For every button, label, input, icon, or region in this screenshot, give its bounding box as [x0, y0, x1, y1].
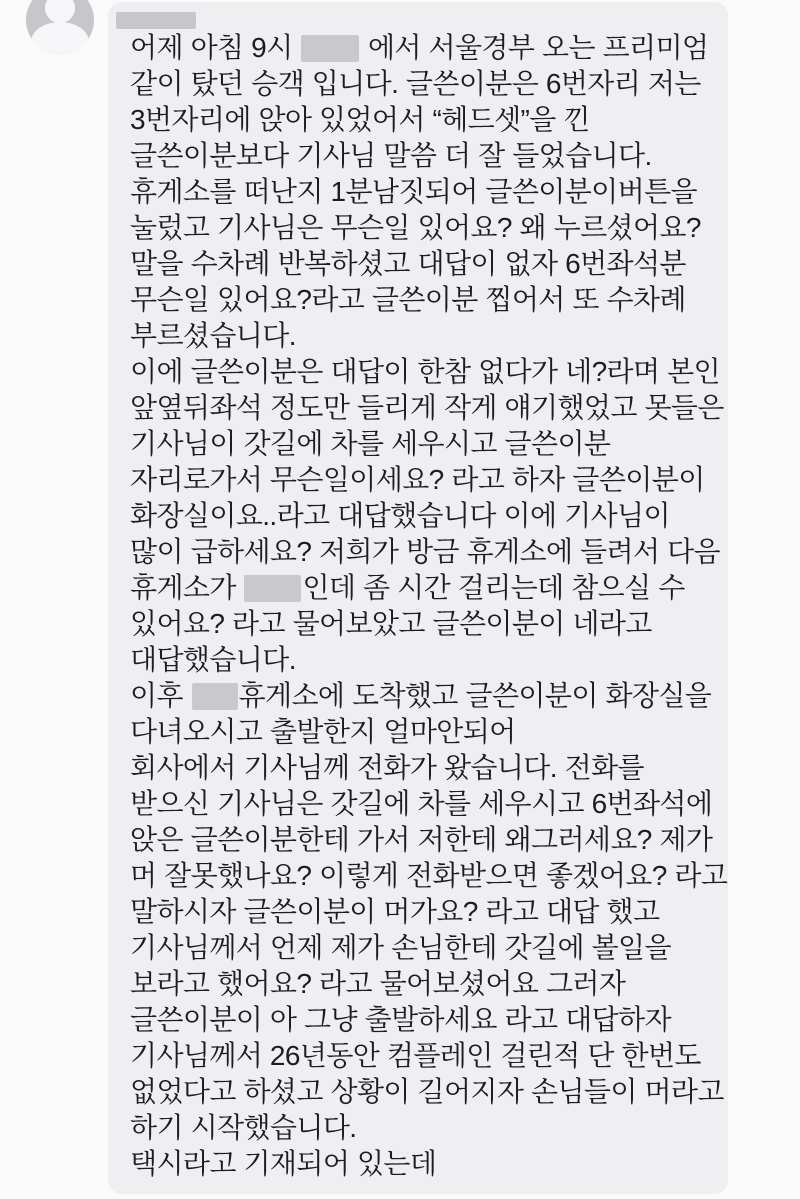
comment-text-line: 기사님께서 26년동안 컴플레인 걸린적 단 한번도: [130, 1040, 701, 1071]
comment-text-line: 머 잘못했나요? 이렇게 전화받으면 좋겠어요? 라고: [130, 860, 728, 891]
comment-text-line: 택시라고 기재되어 있는데: [130, 1148, 437, 1179]
comment-text-line: 앞옆뒤좌석 정도만 들리게 작게 얘기했었고 못들은: [130, 392, 724, 423]
comment-text-line: 휴게소를 떠난지 1분남짓되어 글쓴이분이버튼을: [130, 176, 697, 207]
comment-text-line: 휴게소가 인데 좀 시간 걸리는데 참으실 수: [130, 572, 685, 603]
comment-text-line: 무슨일 있어요?라고 글쓴이분 찝어서 또 수차례: [130, 284, 686, 315]
comment-text-line: 화장실이요..라고 대답했습니다 이에 기사님이: [130, 500, 670, 531]
comment-text-line: 많이 급하세요? 저희가 방금 휴게소에 들려서 다음: [130, 536, 721, 567]
comment-text-line: 하기 시작했습니다.: [130, 1112, 357, 1143]
comment-text-line: 눌렀고 기사님은 무슨일 있어요? 왜 누르셨어요?: [130, 212, 701, 243]
comment-text-line: 기사님이 갓길에 차를 세우시고 글쓴이분: [130, 428, 611, 459]
comment-text-line: 회사에서 기사님께 전화가 왔습니다. 전화를: [130, 752, 644, 783]
avatar-person-icon: [45, 0, 75, 23]
comment-text-line: 부르셨습니다.: [130, 320, 296, 351]
comment-text-line: 글쓴이분이 아 그냥 출발하세요 라고 대답하자: [130, 1004, 671, 1035]
comment-text-line: 앉은 글쓴이분한테 가서 저한테 왜그러세요? 제가: [130, 824, 713, 855]
comment-text-line: 기사님께서 언제 제가 손님한테 갓길에 볼일을: [130, 932, 671, 963]
comment-text-line: 대답했습니다.: [130, 644, 296, 675]
comment-text-line: 글쓴이분보다 기사님 말씀 더 잘 들었습니다.: [130, 140, 652, 171]
username-redaction: [116, 12, 196, 29]
comment-text-line: 자리로가서 무슨일이세요? 라고 하자 글쓴이분이: [130, 464, 705, 495]
redacted-text: [192, 683, 238, 710]
comment-text-line: 있어요? 라고 물어보았고 글쓴이분이 네라고: [130, 608, 652, 639]
user-avatar[interactable]: [26, 0, 94, 54]
redacted-text: [244, 575, 301, 602]
redacted-text: [301, 35, 359, 62]
comment-text-line: 말을 수차례 반복하셨고 대답이 없자 6번좌석분: [130, 248, 686, 279]
comment-text-line: 다녀오시고 출발한지 얼마안되어: [130, 716, 516, 747]
comment-text-line: 3번자리에 앉아 있었어서 “헤드셋”을 낀: [130, 104, 590, 135]
comment-text: [130, 30, 730, 1182]
comment-text-line: 없었다고 하셨고 상황이 길어지자 손님들이 머라고: [130, 1076, 724, 1107]
comment-text-line: 받으신 기사님은 갓길에 차를 세우시고 6번좌석에: [130, 788, 713, 819]
comment-text-line: 보라고 했어요? 라고 물어보셨어요 그러자: [130, 968, 626, 999]
comment-text-line: 말하시자 글쓴이분이 머가요? 라고 대답 했고: [130, 896, 660, 927]
avatar-person-icon: [31, 22, 89, 54]
comment-text-line: 이에 글쓴이분은 대답이 한참 없다가 네?라며 본인: [130, 356, 721, 387]
comment-text-line: 이후 휴게소에 도착했고 글쓴이분이 화장실을: [130, 680, 712, 711]
comment-text-line: 어제 아침 9시 에서 서울경부 오는 프리미엄: [130, 32, 709, 63]
comment-text-line: 같이 탔던 승객 입니다. 글쓴이분은 6번자리 저는: [130, 68, 701, 99]
